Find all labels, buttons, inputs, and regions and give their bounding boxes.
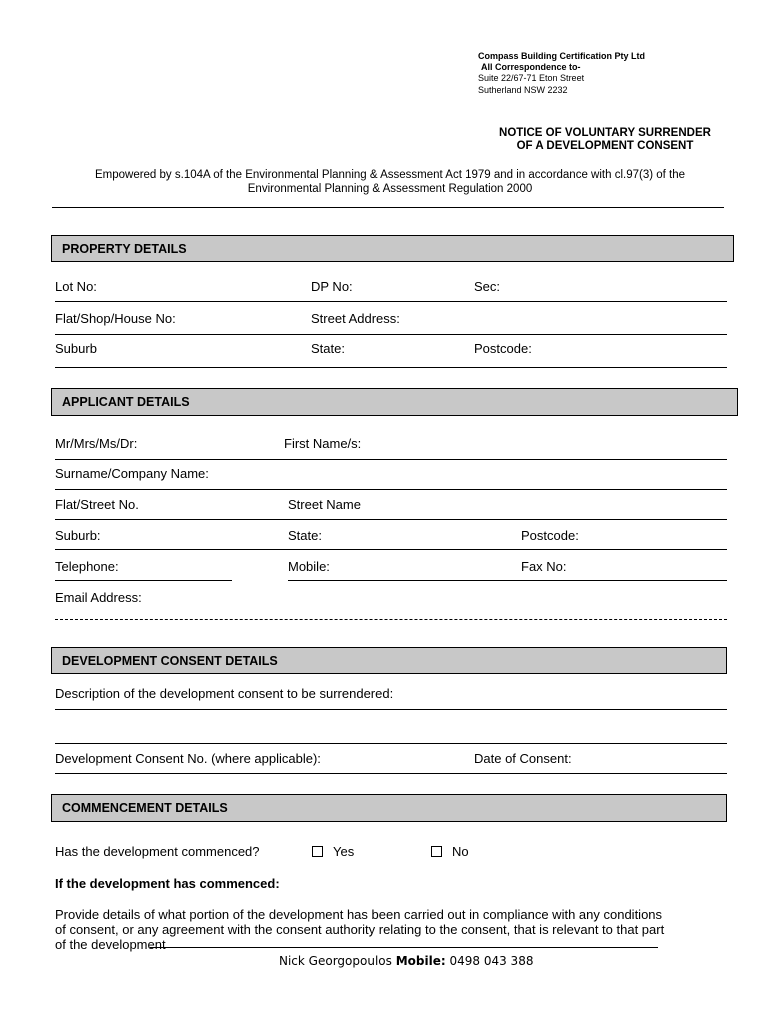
yes-checkbox[interactable] xyxy=(312,846,323,857)
telephone-line[interactable] xyxy=(55,580,232,581)
intro-divider xyxy=(52,207,724,208)
dp-no-label: DP No: xyxy=(311,279,353,294)
street-name-label: Street Name xyxy=(288,497,361,512)
email-line[interactable] xyxy=(55,619,727,620)
suburb-row-line[interactable] xyxy=(55,367,727,368)
flat-shop-house-label: Flat/Shop/House No: xyxy=(55,311,176,326)
commenced-question: Has the development commenced? xyxy=(55,844,260,859)
property-suburb-label: Suburb xyxy=(55,341,97,356)
intro-text xyxy=(50,168,730,196)
surname-label: Surname/Company Name: xyxy=(55,466,209,481)
description-line-2[interactable] xyxy=(55,743,727,744)
title-label: Mr/Mrs/Ms/Dr: xyxy=(55,436,138,451)
address-row-line[interactable] xyxy=(55,334,727,335)
footer-mobile-label: Mobile: xyxy=(395,954,446,968)
company-name: Compass Building Certification Pty Ltd xyxy=(478,51,646,61)
mobile-fax-line[interactable] xyxy=(288,580,727,581)
footer-mobile-number: 0498 043 388 xyxy=(449,954,534,968)
description-line-1[interactable] xyxy=(55,709,727,710)
if-commenced-heading: If the development has commenced: xyxy=(55,876,280,891)
no-label: No xyxy=(452,844,469,859)
lot-no-label: Lot No: xyxy=(55,279,97,294)
first-name-label: First Name/s: xyxy=(284,436,362,451)
form-title xyxy=(470,127,740,153)
address-line-1: Suite 22/67-71 Eton Street xyxy=(478,73,585,83)
provide-line-1: Provide details of what portion of the development has been carried out in compliance with any conditions xyxy=(55,907,663,922)
telephone-label: Telephone: xyxy=(55,559,119,574)
flat-street-label: Flat/Street No. xyxy=(55,497,139,512)
no-checkbox[interactable] xyxy=(431,846,442,857)
provide-details-line[interactable] xyxy=(150,947,658,948)
footer-contact xyxy=(279,954,533,968)
sec-label: Sec: xyxy=(474,279,501,294)
no-option[interactable] xyxy=(431,844,469,859)
consent-date-label: Date of Consent: xyxy=(474,751,572,766)
yes-label: Yes xyxy=(333,844,355,859)
section-commencement-heading: COMMENCEMENT DETAILS xyxy=(62,801,228,815)
mobile-label: Mobile: xyxy=(288,559,330,574)
consent-no-line[interactable] xyxy=(55,773,727,774)
applicant-postcode-label: Postcode: xyxy=(521,528,579,543)
fax-label: Fax No: xyxy=(521,559,567,574)
intro-line-2: Environmental Planning & Assessment Regulation 2000 xyxy=(247,183,533,195)
provide-line-2: of consent, or any agreement with the consent authority relating to the consent, that is relevant to that part xyxy=(55,922,665,937)
section-consent-details xyxy=(51,647,727,674)
email-label: Email Address: xyxy=(55,590,142,605)
footer-name: Nick Georgopoulos xyxy=(279,954,392,968)
street-address-label: Street Address: xyxy=(311,311,400,326)
consent-no-label: Development Consent No. (where applicable): xyxy=(55,751,321,766)
correspondence-label: All Correspondence to- xyxy=(481,62,581,72)
surname-row-line[interactable] xyxy=(55,489,727,490)
intro-line-1: Empowered by s.104A of the Environmental Planning & Assessment Act 1979 and in accordance with cl.97(3) of the xyxy=(94,169,686,181)
provide-line-3: of the development xyxy=(55,937,166,952)
address-line-2: Sutherland NSW 2232 xyxy=(478,85,568,95)
yes-option[interactable] xyxy=(312,844,354,859)
section-applicant-heading: APPLICANT DETAILS xyxy=(62,395,190,409)
section-commencement-details xyxy=(51,794,727,822)
section-consent-heading: DEVELOPMENT CONSENT DETAILS xyxy=(62,653,278,668)
provide-details-text xyxy=(55,907,745,952)
form-title-line-1: NOTICE OF VOLUNTARY SURRENDER xyxy=(499,127,711,139)
section-property-heading: PROPERTY DETAILS xyxy=(62,241,187,256)
section-applicant-details xyxy=(51,388,738,416)
form-title-line-2: OF A DEVELOPMENT CONSENT xyxy=(516,140,694,152)
property-state-label: State: xyxy=(311,341,345,356)
lot-row-line[interactable] xyxy=(55,301,727,302)
section-property-details xyxy=(51,235,734,262)
property-postcode-label: Postcode: xyxy=(474,341,532,356)
suburb-applicant-row-line[interactable] xyxy=(55,549,727,550)
applicant-suburb-label: Suburb: xyxy=(55,528,101,543)
consent-description-label: Description of the development consent to be surrendered: xyxy=(55,686,394,701)
name-row-line[interactable] xyxy=(55,459,727,460)
applicant-state-label: State: xyxy=(288,528,322,543)
street-row-line[interactable] xyxy=(55,519,727,520)
